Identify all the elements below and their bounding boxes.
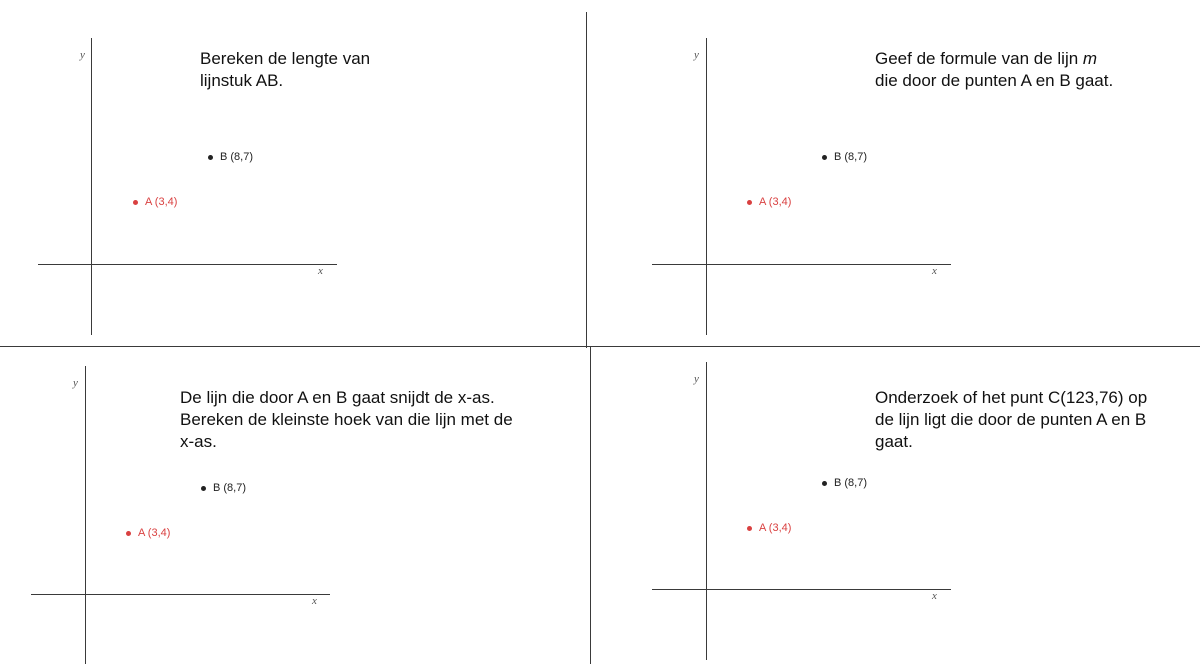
point-b-label: B (8,7) [213,482,247,494]
y-axis [706,362,707,660]
question-line-text: Geef de formule van de lijn [875,49,1083,68]
y-axis-label: y [73,377,78,389]
question-line: die door de punten A en B gaat. [875,71,1114,90]
x-axis [652,589,951,590]
question-line: lijnstuk AB. [200,71,284,90]
x-axis-label: x [932,265,937,277]
question-line: Onderzoek of het punt C(123,76) op [875,388,1148,407]
point-a [747,523,791,534]
question-line: Bereken de kleinste hoek van die lijn met de [180,410,513,429]
question-text [875,387,1147,453]
x-axis-label: x [318,265,323,277]
point-a-label: A (3,4) [759,522,792,534]
y-axis-label: y [694,373,699,385]
y-axis-label: y [80,49,85,61]
point-b-label: B (8,7) [834,477,868,489]
question-line: x-as. [180,432,217,451]
question-line: gaat. [875,432,913,451]
point-a-label: A (3,4) [138,527,171,539]
question-line: de lijn ligt die door de punten A en B [875,410,1147,429]
line-variable: m [1082,49,1098,68]
x-axis-label: x [932,590,937,602]
point-b-label: B (8,7) [834,151,868,163]
point-a-label: A (3,4) [145,196,178,208]
point-b [822,478,867,489]
point-a-marker [747,526,752,531]
y-axis-label: y [694,49,699,61]
x-axis-label: x [312,595,317,607]
question-line: Bereken de lengte van [200,49,371,68]
question-line: De lijn die door A en B gaat snijdt de x-as. [180,388,495,407]
point-a-label: A (3,4) [759,196,792,208]
point-b-marker [822,481,827,486]
point-b-label: B (8,7) [220,151,254,163]
